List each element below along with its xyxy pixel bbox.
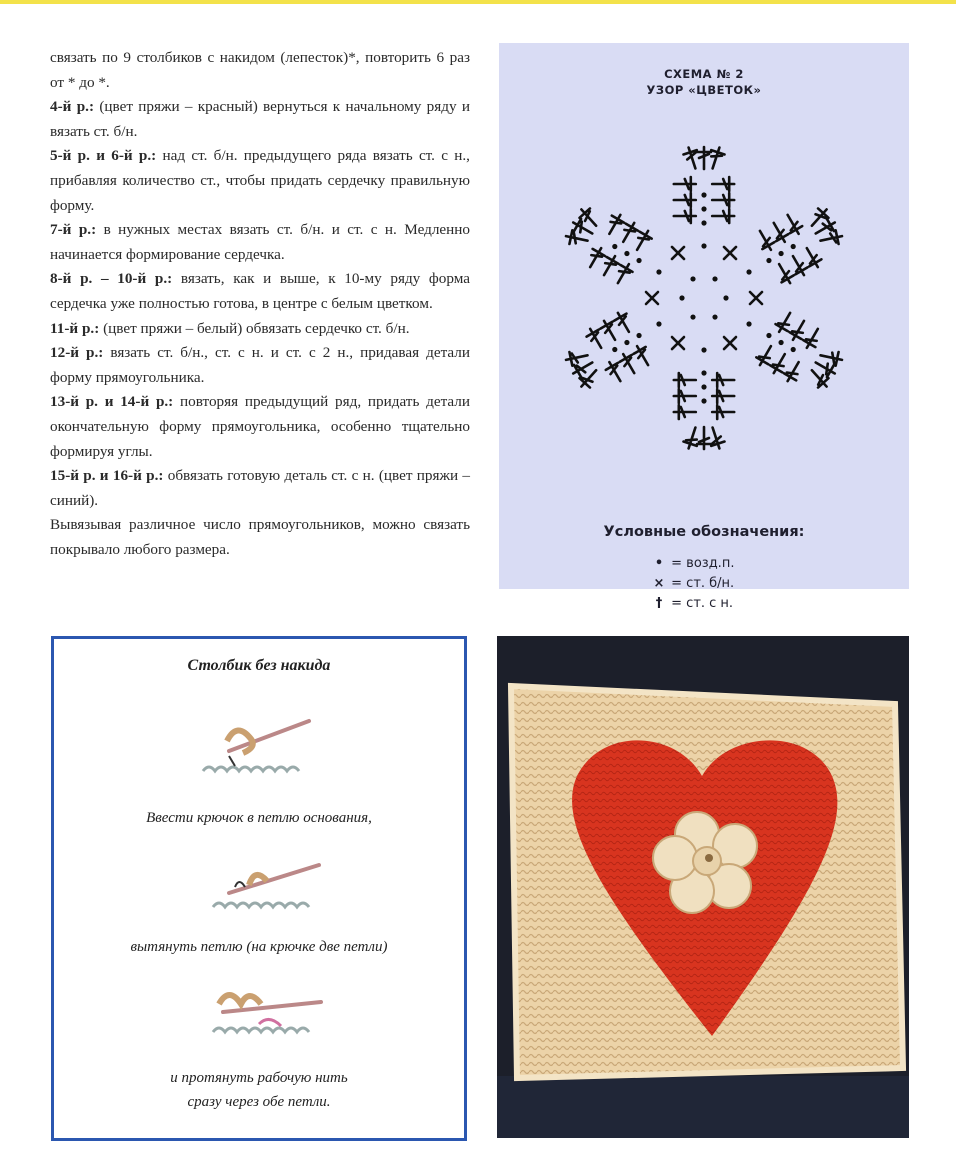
- instruction-row-4: 4-й р.: (цвет пряжи – красный) вернуться к начальному ряду и вязать ст. б/н.: [50, 98, 471, 140]
- legend-double-crochet: † = ст. с н.: [651, 596, 733, 611]
- sc-cross-symbol: [724, 337, 736, 349]
- dc-stitch-symbol: [584, 325, 607, 351]
- dc-stitch-symbol: [697, 147, 711, 169]
- chain-dot-symbol: [701, 243, 706, 248]
- instruction-row-11: 11-й р.: (цвет пряжи – белый) обвязать сердечко ст. б/н.: [50, 319, 410, 337]
- chain-dot-symbol: [690, 314, 695, 319]
- chain-dot-symbol: [791, 347, 796, 352]
- instruction-row-5-6: 5-й р. и 6-й р.: над ст. б/н. предыдущего ряда вязать ст. с н., прибавляя количество ст., чтобы придать сердечку правильную форму.: [50, 147, 470, 214]
- legend-chain-stitch: • = возд.п.: [651, 556, 734, 571]
- cross-symbol-icon: ×: [653, 576, 665, 591]
- dc-stitch-symbol: [782, 359, 805, 385]
- tutorial-title: Столбик без накида: [187, 657, 331, 674]
- chain-dot-symbol: [701, 370, 706, 375]
- chain-dot-symbol: [624, 251, 629, 256]
- dc-stitch-symbol: [712, 177, 734, 191]
- instruction-row-7: 7-й р.: в нужных местах вязать ст. б/н. и ст. с н. Медленно начинается формирование сердечка.: [50, 221, 470, 263]
- sc-cross-symbol: [750, 292, 762, 304]
- chain-dot-symbol: [636, 258, 641, 263]
- finished-square-photo: [497, 636, 909, 1138]
- dc-stitch-symbol: [598, 317, 621, 343]
- dc-stitch-symbol: [603, 211, 626, 237]
- chain-dot-symbol: [766, 258, 771, 263]
- dc-stitch-symbol: [768, 219, 791, 245]
- dc-stitch-symbol: [612, 309, 635, 335]
- dc-stitch-symbol: [682, 425, 702, 450]
- chain-dot-symbol: [624, 340, 629, 345]
- sc-cross-symbol: [672, 247, 684, 259]
- scheme-title: СХЕМА № 2: [664, 67, 744, 81]
- dc-stitch-symbol: [801, 325, 824, 351]
- instruction-final: Вывязывая различное число прямоугольников, можно связать покрывало любого размера.: [50, 516, 470, 558]
- tutorial-step1-caption: Ввести крючок в петлю основания,: [146, 810, 372, 826]
- tutorial-step2-caption: вытянуть петлю (на крючке две петли): [130, 939, 388, 955]
- chain-dot-symbol: [746, 321, 751, 326]
- chain-dot-symbol: [701, 384, 706, 389]
- dc-stitch-symbol: [565, 348, 589, 366]
- instruction-row-15-16: 15-й р. и 16-й р.: обвязать готовую деталь ст. с н. (цвет пряжи – синий).: [50, 467, 470, 509]
- step2-illustration-icon: [209, 857, 339, 917]
- dc-stitch-symbol: [787, 253, 810, 279]
- chain-dot-symbol: [746, 269, 751, 274]
- instruction-p1: связать по 9 столбиков с накидом (лепесток)*, повторить 6 раз от * до *.: [50, 49, 470, 91]
- chain-dot-symbol: [778, 340, 783, 345]
- dc-stitch-symbol: [697, 427, 711, 449]
- dc-stitch-symbol: [754, 227, 777, 253]
- chain-dot-symbol: [690, 276, 695, 281]
- step1-illustration-icon: [199, 711, 329, 781]
- dc-stitch-symbol: [712, 389, 734, 403]
- dagger-symbol-icon: †: [655, 596, 663, 611]
- instruction-row-13-14: 13-й р. и 14-й р.: повторяя предыдущий ряд, придать детали окончательную форму прямоугольника, особенно тщательно формируя углы.: [50, 393, 470, 460]
- dc-stitch-symbol: [603, 359, 626, 385]
- dc-stitch-symbol: [631, 343, 654, 369]
- sc-cross-symbol: [646, 292, 658, 304]
- dc-stitch-symbol: [674, 209, 696, 223]
- dc-stitch-symbol: [712, 209, 734, 223]
- chain-dot-symbol: [612, 244, 617, 249]
- chain-dot-symbol: [656, 321, 661, 326]
- chain-dot-symbol: [656, 269, 661, 274]
- dc-stitch-symbol: [819, 229, 843, 247]
- sc-cross-symbol: [724, 247, 736, 259]
- dc-stitch-symbol: [773, 261, 796, 287]
- chain-dot-symbol: [701, 206, 706, 211]
- chain-dot-symbol: [791, 244, 796, 249]
- top-color-strip: [0, 0, 956, 4]
- crochet-scheme-panel: [499, 43, 909, 611]
- dc-stitch-symbol: [674, 405, 696, 419]
- dc-stitch-symbol: [712, 373, 734, 387]
- dc-stitch-symbol: [712, 405, 734, 419]
- sc-cross-symbol: [672, 337, 684, 349]
- step3-illustration-icon: [209, 984, 339, 1044]
- instruction-row-8-10: 8-й р. – 10-й р.: вязать, как и выше, к 10-му ряду форма сердечка уже полностью готова, в центре с белым цветком.: [50, 270, 470, 312]
- legend-single-crochet: × = ст. б/н.: [651, 576, 734, 591]
- instruction-row-12: 12-й р.: вязать ст. б/н., ст. с н. и ст. с 2 н., придавая детали форму прямоугольника.: [50, 344, 470, 386]
- dc-stitch-symbol: [674, 193, 696, 207]
- chain-dot-symbol: [701, 192, 706, 197]
- chain-dot-symbol: [636, 333, 641, 338]
- dc-stitch-symbol: [782, 211, 805, 237]
- chain-dot-symbol: [712, 276, 717, 281]
- chain-dot-symbol: [766, 333, 771, 338]
- dc-stitch-symbol: [801, 245, 824, 271]
- chain-dot-symbol: [778, 251, 783, 256]
- legend-title: Условные обозначения:: [603, 524, 805, 540]
- dc-stitch-symbol: [617, 351, 640, 377]
- dc-stitch-symbol: [584, 245, 607, 271]
- dc-stitch-symbol: [712, 193, 734, 207]
- single-crochet-tutorial: [51, 636, 467, 1141]
- chain-dot-symbol: [701, 398, 706, 403]
- chain-dot-symbol: [723, 295, 728, 300]
- dot-symbol-icon: •: [654, 556, 664, 571]
- dc-stitch-symbol: [706, 145, 726, 170]
- tutorial-step3-caption-line1: и протянуть рабочую нить: [170, 1070, 348, 1086]
- flower-chart-diagram: [499, 43, 909, 483]
- chain-dot-symbol: [612, 347, 617, 352]
- instructions-text: [50, 46, 470, 562]
- dc-stitch-symbol: [819, 348, 843, 366]
- chain-dot-symbol: [679, 295, 684, 300]
- dc-stitch-symbol: [565, 229, 589, 247]
- dc-stitch-symbol: [674, 177, 696, 191]
- chain-dot-symbol: [701, 220, 706, 225]
- chain-dot-symbol: [701, 347, 706, 352]
- dc-stitch-symbol: [674, 389, 696, 403]
- heart-square-image: [497, 636, 909, 1138]
- tutorial-step3-caption-line2: сразу через обе петли.: [187, 1094, 331, 1110]
- dc-stitch-symbol: [674, 373, 696, 387]
- scheme-subtitle: УЗОР «ЦВЕТОК»: [646, 83, 762, 97]
- chain-dot-symbol: [712, 314, 717, 319]
